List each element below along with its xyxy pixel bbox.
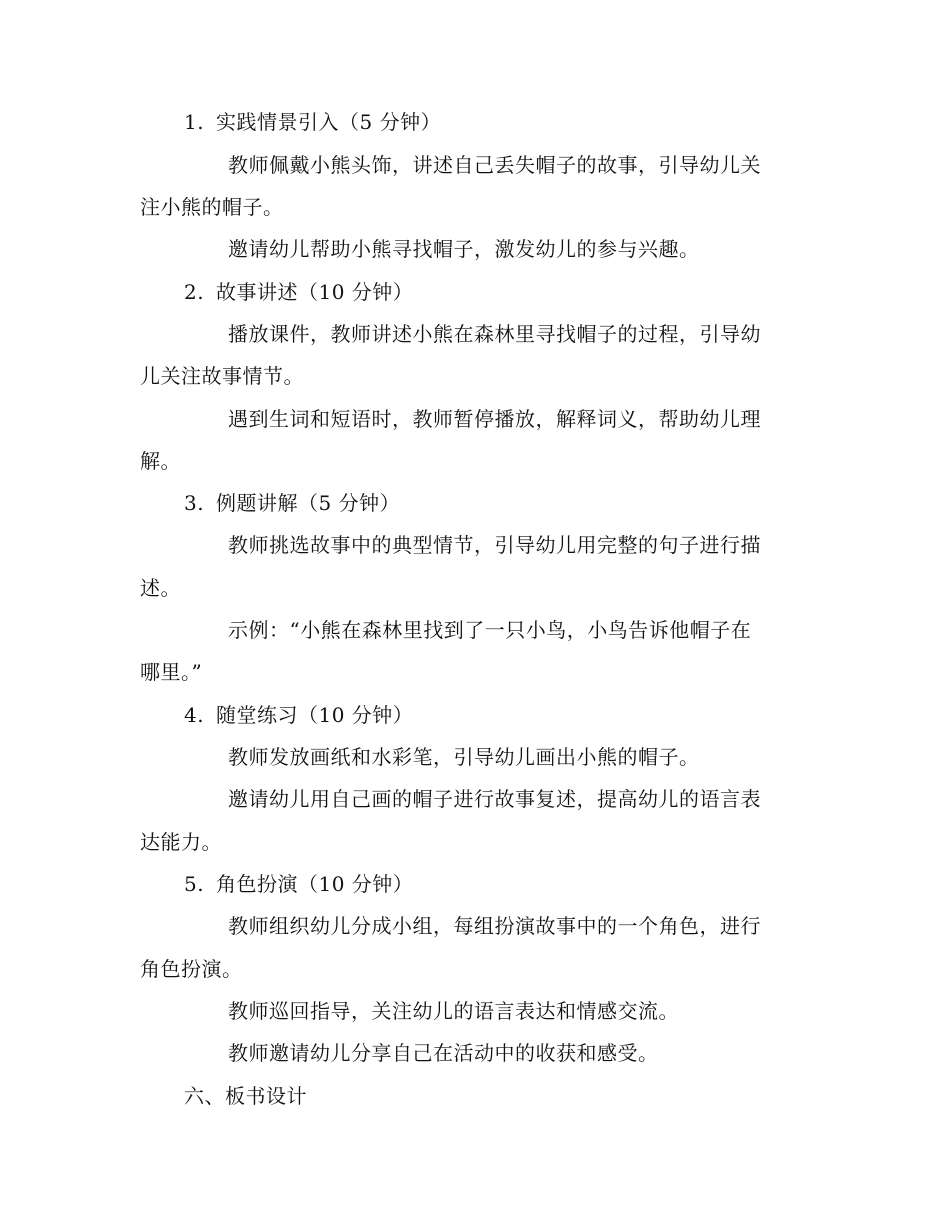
section-heading-2 [184, 278, 844, 306]
paragraph-line: 教师组织幼儿分成小组，每组扮演故事中的一个角色，进行 [228, 914, 761, 938]
paragraph-line: 遇到生词和短语时，教师暂停播放，解释词义，帮助幼儿理 [228, 407, 761, 431]
section-heading-4 [184, 701, 844, 729]
paragraph-continuation: 哪里。” [140, 660, 203, 684]
section-title: 故事讲述（10 分钟） [216, 280, 414, 304]
paragraph-line: 邀请幼儿帮助小熊寻找帽子，激发幼儿的参与兴趣。 [228, 237, 700, 261]
paragraph-line: 教师邀请幼儿分享自己在活动中的收获和感受。 [228, 1041, 659, 1065]
paragraph-line: 教师巡回指导，关注幼儿的语言表达和情感交流。 [228, 999, 679, 1023]
section-title: 例题讲解（5 分钟） [216, 491, 401, 515]
section-heading-1 [184, 108, 844, 136]
paragraph-continuation: 注小熊的帽子。 [140, 195, 284, 219]
paragraph-continuation: 解。 [140, 449, 181, 473]
paragraph-continuation: 述。 [140, 576, 181, 600]
section-number: 2. [184, 280, 205, 304]
section-number: 1. [184, 110, 205, 134]
paragraph-continuation: 达能力。 [140, 830, 222, 854]
section-title: 角色扮演（10 分钟） [216, 872, 414, 896]
paragraph-line: 邀请幼儿用自己画的帽子进行故事复述，提高幼儿的语言表 [228, 787, 761, 811]
section-heading-5 [184, 870, 844, 898]
section-heading-3 [184, 489, 844, 517]
paragraph-line: 示例：“小熊在森林里找到了一只小鸟，小鸟告诉他帽子在 [228, 618, 752, 642]
section-title: 实践情景引入（5 分钟） [216, 110, 442, 134]
section-number: 4. [184, 703, 205, 727]
paragraph-line: 教师发放画纸和水彩笔，引导幼儿画出小熊的帽子。 [228, 745, 700, 769]
paragraph-line: 教师挑选故事中的典型情节，引导幼儿用完整的句子进行描 [228, 533, 761, 557]
paragraph-continuation: 儿关注故事情节。 [140, 364, 304, 388]
paragraph-line: 播放课件，教师讲述小熊在森林里寻找帽子的过程，引导幼 [228, 322, 761, 346]
section-title: 随堂练习（10 分钟） [216, 703, 414, 727]
section-number: 5. [184, 872, 205, 896]
paragraph-continuation: 角色扮演。 [140, 957, 243, 981]
section-number: 3. [184, 491, 205, 515]
paragraph-line: 教师佩戴小熊头饰，讲述自己丢失帽子的故事，引导幼儿关 [228, 153, 761, 177]
chapter-heading: 六、板书设计 [184, 1084, 307, 1108]
